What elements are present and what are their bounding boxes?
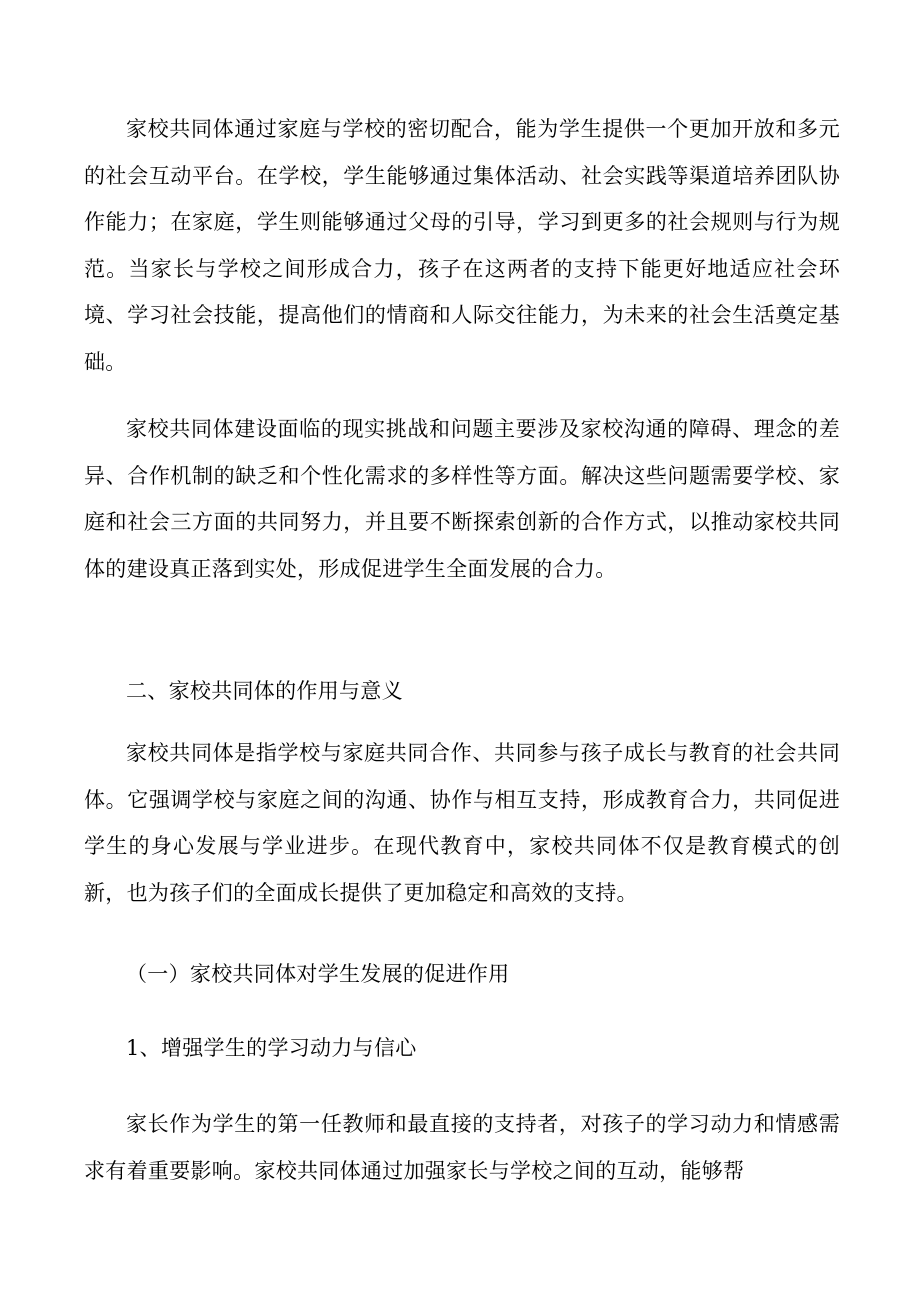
item-heading-motivation-confidence: 1、增强学生的学习动力与信心 <box>126 1036 417 1060</box>
subsection-heading-student-development: （一）家校共同体对学生发展的促进作用 <box>126 962 510 986</box>
section-heading-role-and-significance: 二、家校共同体的作用与意义 <box>126 679 403 703</box>
paragraph-definition: 家校共同体是指学校与家庭共同合作、共同参与孩子成长与教育的社会共同体。它强调学校与家庭之间的沟通、协作与相互支持，形成教育合力，共同促进学生的身心发展与学业进步。在现代教育中，家校共同体不仅是教育模式的创新，也为孩子们的全面成长提供了更加稳定和高效的支持。 <box>84 741 840 905</box>
paragraph-challenges: 家校共同体建设面临的现实挑战和问题主要涉及家校沟通的障碍、理念的差异、合作机制的缺乏和个性化需求的多样性等方面。解决这些问题需要学校、家庭和社会三方面的共同努力，并且要不断探索创新的合作方式，以推动家校共同体的建设真正落到实处，形成促进学生全面发展的合力。 <box>84 417 840 581</box>
paragraph-social-interaction: 家校共同体通过家庭与学校的密切配合，能为学生提供一个更加开放和多元的社会互动平台。在学校，学生能够通过集体活动、社会实践等渠道培养团队协作能力；在家庭，学生则能够通过父母的引导，学习到更多的社会规则与行为规范。当家长与学校之间形成合力，孩子在这两者的支持下能更好地适应社会环境、学习社会技能，提高他们的情商和人际交往能力，为未来的社会生活奠定基础。 <box>84 117 840 374</box>
paragraph-parents-role: 家长作为学生的第一任教师和最直接的支持者，对孩子的学习动力和情感需求有着重要影响。家校共同体通过加强家长与学校之间的互动，能够帮 <box>84 1112 840 1183</box>
